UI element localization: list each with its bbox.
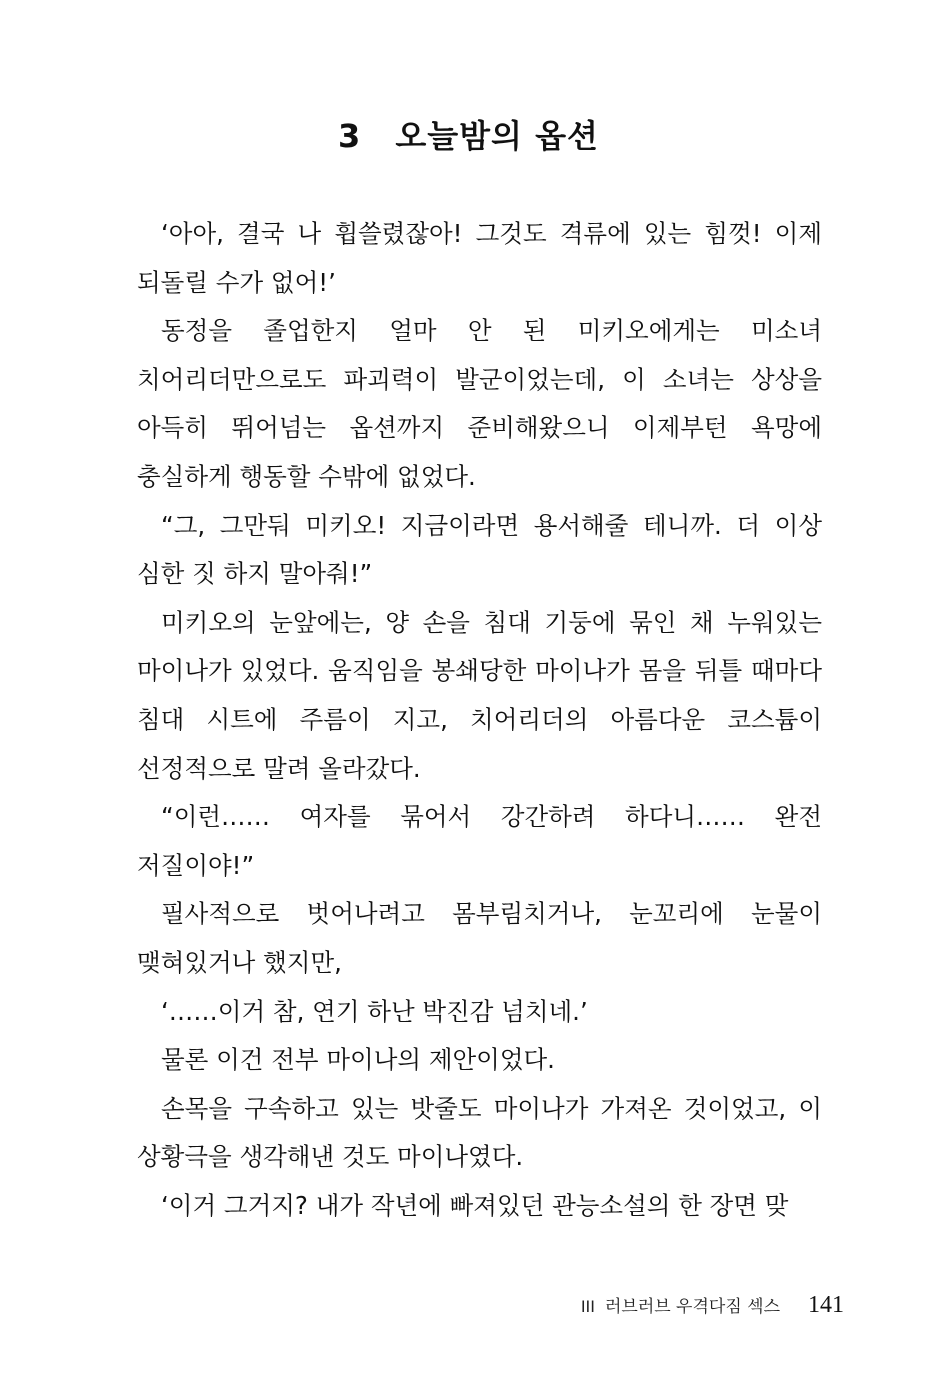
page-footer — [581, 1292, 844, 1326]
paragraph: 동정을 졸업한지 얼마 안 된 미키오에게는 미소녀 치어리더만으로도 파괴력이 발군이었는데, 이 소녀는 상상을 아득히 뛰어넘는 옵션까지 준비해왔으니 이제부턴 욕망에 충실하게 행동할 수밖에 없었다. — [137, 316, 822, 491]
footer-book-title: 러브러브 우격다짐 섹스 — [604, 1297, 780, 1317]
chapter-title — [0, 112, 937, 160]
paragraph: 미키오의 눈앞에는, 양 손을 침대 기둥에 묶인 채 누워있는 마이나가 있었다. 움직임을 봉쇄당한 마이나가 몸을 뒤틀 때마다 침대 시트에 주름이 지고, 치어리더의 아름다운 코스튬이 선정적으로 말려 올라갔다. — [137, 607, 822, 783]
paragraph: 필사적으로 벗어나려고 몸부림치거나, 눈꼬리에 눈물이 맺혀있거나 했지만, — [137, 899, 822, 977]
footer-part-number: III — [580, 1297, 595, 1316]
paragraph: ‘아아, 결국 나 휩쓸렸잖아! 그것도 격류에 있는 힘껏! 이제 되돌릴 수가 없어!’ — [137, 219, 822, 297]
paragraph: ‘이거 그거지? 내가 작년에 빠져있던 관능소설의 한 장면 맞 — [161, 1190, 789, 1220]
paragraph: ‘……이거 참, 연기 하난 박진감 넘치네.’ — [161, 996, 588, 1026]
chapter-number: 3 — [338, 117, 362, 155]
paragraph: 손목을 구속하고 있는 밧줄도 마이나가 가져온 것이었고, 이 상황극을 생각해낸 것도 마이나였다. — [137, 1093, 822, 1172]
paragraph: 물론 이건 전부 마이나의 제안이었다. — [161, 1045, 555, 1075]
paragraph: “그, 그만둬 미키오! 지금이라면 용서해줄 테니까. 더 이상 심한 짓 하지 말아줘!” — [137, 510, 822, 589]
chapter-title-text: 오늘밤의 옵션 — [395, 117, 599, 155]
paragraph: “이런…… 여자를 묶어서 강간하려 하다니…… 완전 저질이야!” — [137, 802, 822, 880]
body-text — [137, 210, 822, 1230]
page-number: 141 — [808, 1292, 844, 1318]
